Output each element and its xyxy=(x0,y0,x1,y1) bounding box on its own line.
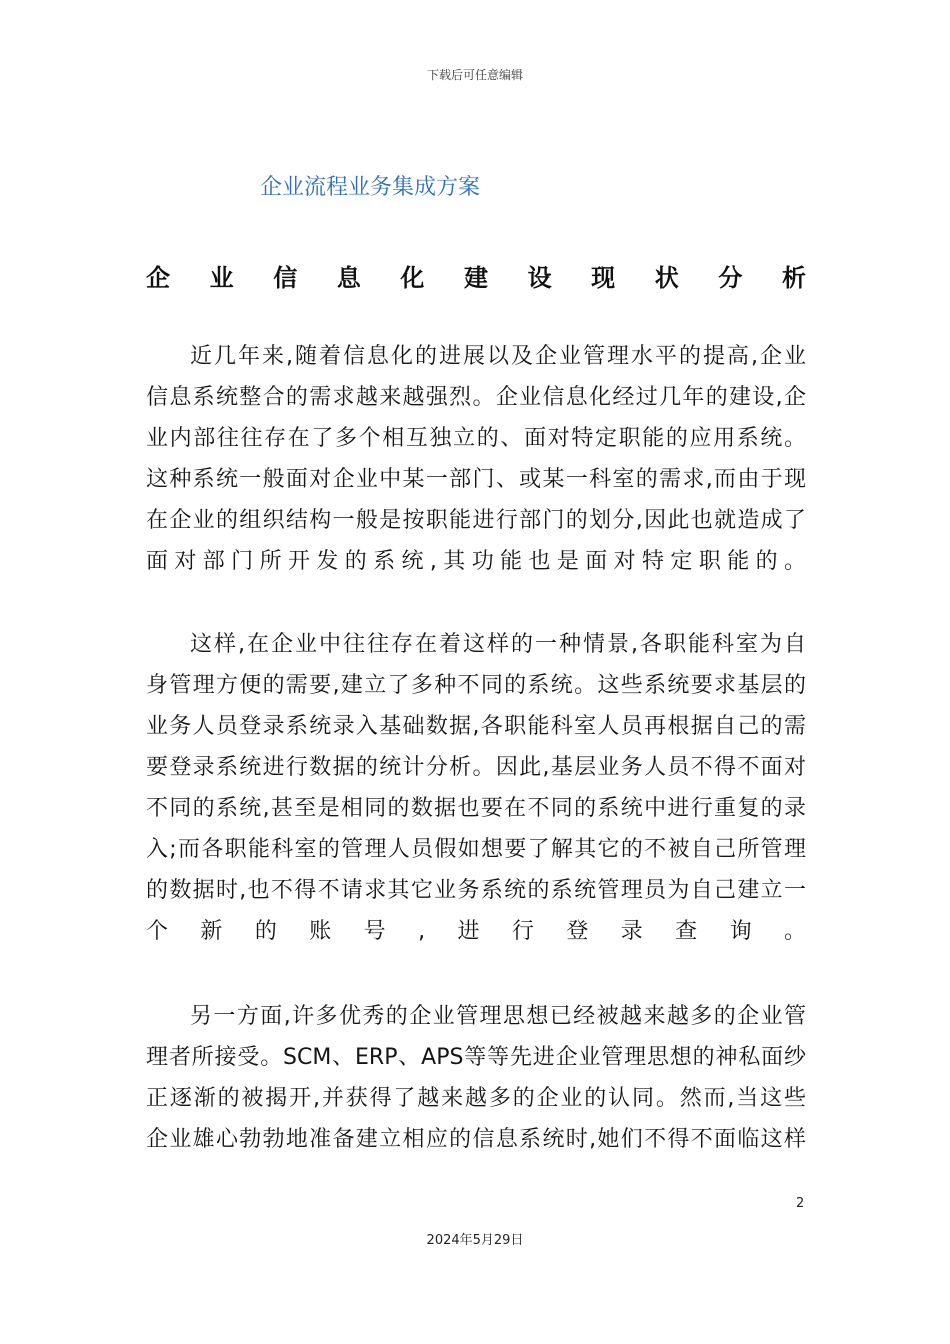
section-heading-char: 息 xyxy=(336,264,361,292)
section-heading-char: 化 xyxy=(400,264,425,292)
paragraph-line: 业务人员登录系统录入基础数据,各职能科室人员再根据自己的需 xyxy=(146,714,806,739)
paragraph-line: 正逐渐的被揭开,并获得了越来越多的企业的认同。然而,当这些 xyxy=(146,1086,806,1111)
section-heading xyxy=(146,258,806,293)
section-heading-char: 建 xyxy=(463,264,488,292)
paragraph-line: 理者所接受。SCM、ERP、APS等等先进企业管理思想的神私面纱 xyxy=(146,1045,806,1070)
paragraph-2 xyxy=(146,624,806,952)
paragraph-1 xyxy=(146,336,806,582)
paragraph-line: 在企业的组织结构一般是按职能进行部门的划分,因此也就造成了 xyxy=(146,508,806,533)
section-heading-char: 业 xyxy=(209,264,234,292)
paragraph-line: 另一方面,许多优秀的企业管理思想已经被越来越多的企业管 xyxy=(190,1004,806,1029)
paragraph-line: 这样,在企业中往往存在着这样的一种情景,各职能科室为自 xyxy=(190,632,806,657)
section-heading-char: 分 xyxy=(718,264,743,292)
paragraph-line: 身管理方便的需要,建立了多种不同的系统。这些系统要求基层的 xyxy=(146,673,806,698)
paragraph-line: 信息系统整合的需求越来越强烈。企业信息化经过几年的建设,企 xyxy=(146,385,806,410)
page-number: 2 xyxy=(796,1196,805,1211)
paragraph-line: 要登录系统进行数据的统计分析。因此,基层业务人员不得不面对 xyxy=(146,755,806,780)
paragraph-line: 业内部往往存在了多个相互独立的、面对特定职能的应用系统。 xyxy=(146,426,806,451)
paragraph-line: 这种系统一般面对企业中某一部门、或某一科室的需求,而由于现 xyxy=(146,467,806,492)
paragraph-3 xyxy=(146,996,806,1160)
section-heading-char: 信 xyxy=(273,264,298,292)
section-heading-char: 企 xyxy=(146,264,170,292)
header-note: 下载后可任意编辑 xyxy=(426,68,523,82)
paragraph-line: 个新的账号,进行登录查询。 xyxy=(146,919,806,944)
footer-date: 2024年5月29日 xyxy=(426,1233,524,1248)
paragraph-line: 企业雄心勃勃地准备建立相应的信息系统时,她们不得不面临这样 xyxy=(146,1127,806,1152)
paragraph-line: 不同的系统,甚至是相同的数据也要在不同的系统中进行重复的录 xyxy=(146,796,806,821)
section-heading-char: 现 xyxy=(591,264,616,292)
paragraph-line: 的数据时,也不得不请求其它业务系统的系统管理员为自己建立一 xyxy=(146,878,806,903)
paragraph-line: 近几年来,随着信息化的进展以及企业管理水平的提高,企业 xyxy=(190,344,806,369)
document-title: 企业流程业务集成方案 xyxy=(260,175,481,200)
section-heading-char: 设 xyxy=(527,264,552,292)
section-heading-char: 析 xyxy=(781,264,806,292)
paragraph-line: 面对部门所开发的系统,其功能也是面对特定职能的。 xyxy=(146,549,806,574)
section-heading-char: 状 xyxy=(654,264,679,292)
paragraph-line: 入;而各职能科室的管理人员假如想要了解其它的不被自己所管理 xyxy=(146,837,806,862)
